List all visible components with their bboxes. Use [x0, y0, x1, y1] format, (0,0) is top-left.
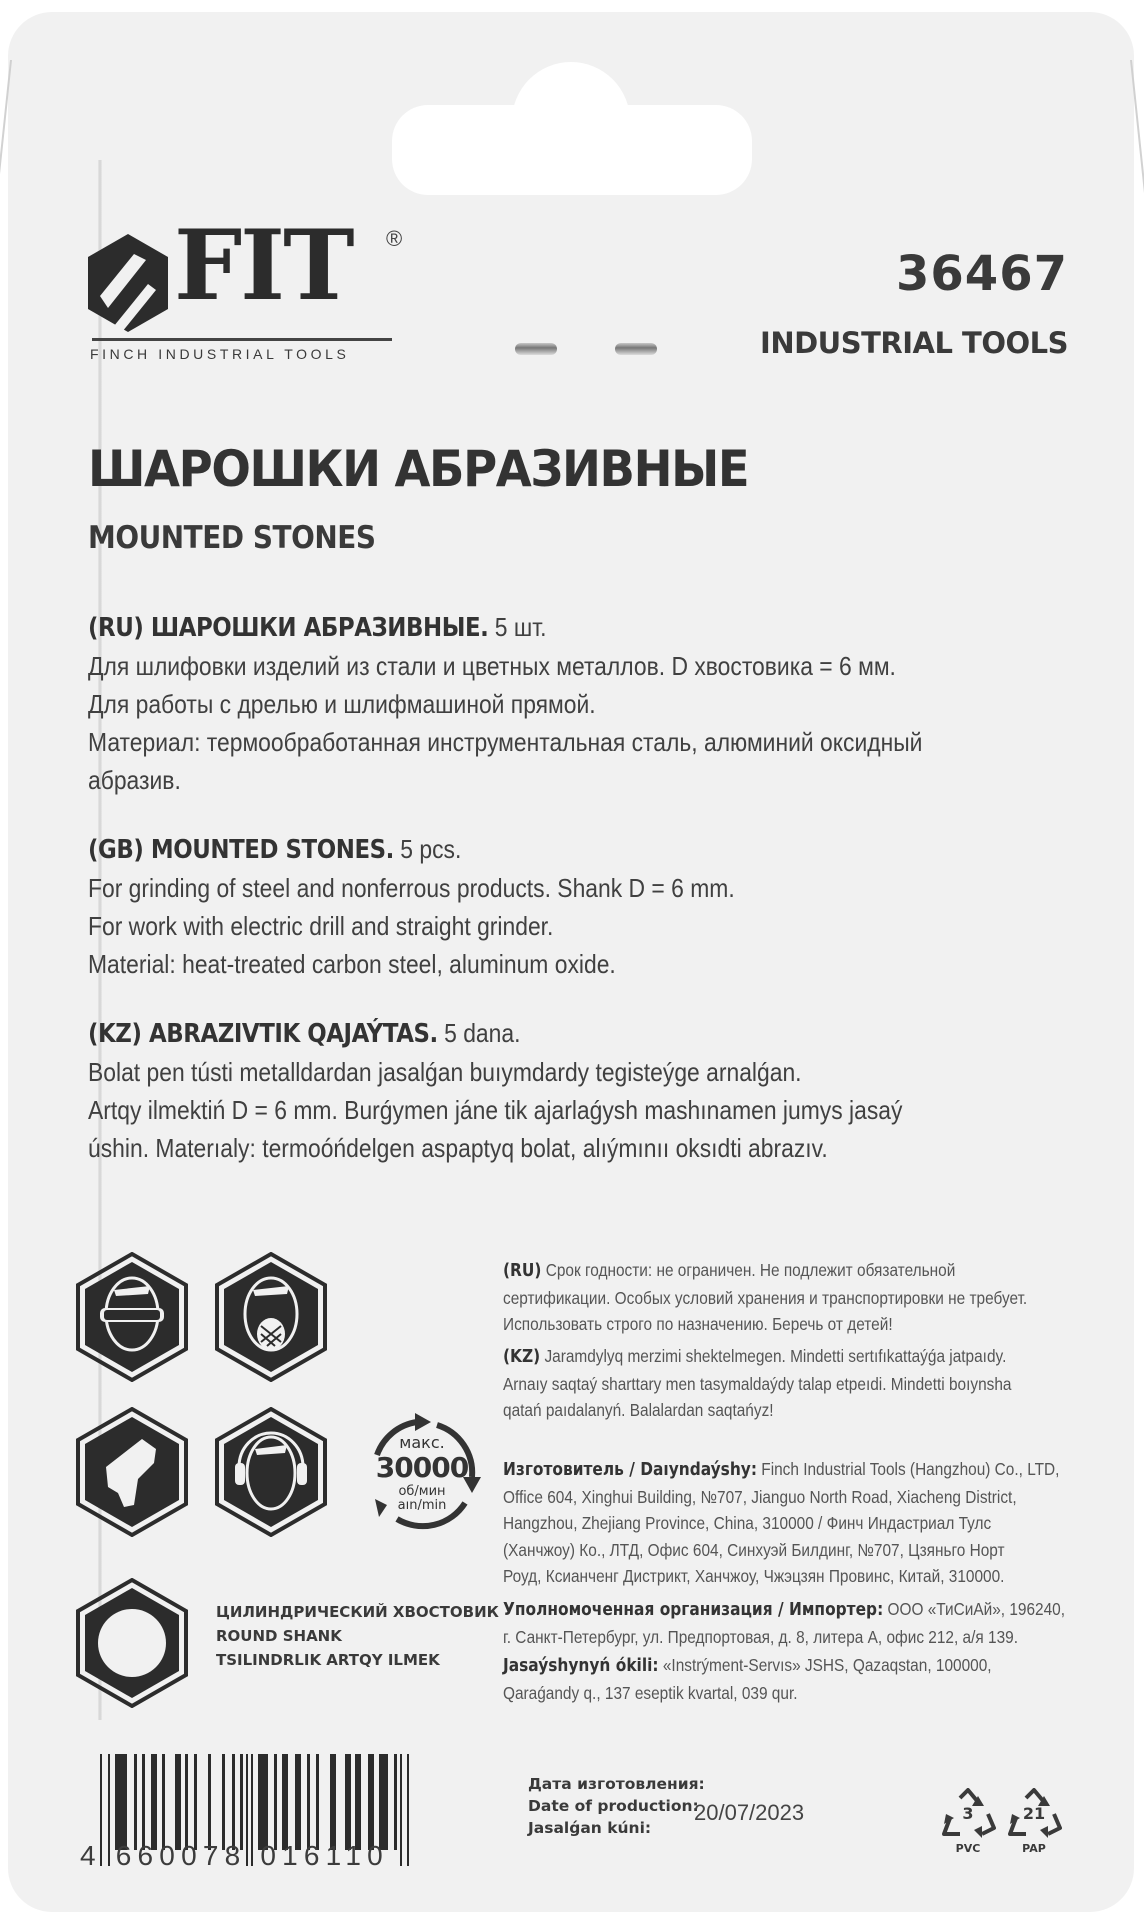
rivet — [515, 343, 557, 355]
shank-label-en: ROUND SHANK — [216, 1627, 342, 1645]
description-line: Материал: термообработанная инструментальная сталь, алюминий оксидный — [88, 727, 923, 757]
description-line: Material: heat-treated carbon steel, aluminum oxide. — [88, 949, 616, 979]
recycling-mark-pap — [1006, 1788, 1062, 1864]
description-line: Для шлифовки изделий из стали и цветных металлов. D хвостовика = 6 мм. — [88, 651, 896, 681]
description-line: For grinding of steel and nonferrous products. Shank D = 6 mm. — [88, 873, 735, 903]
manufacturer-label: Изготовитель / Daıyndaýshy: — [503, 1460, 758, 1480]
recycle-material: PVC — [955, 1842, 981, 1855]
description-kz — [88, 1014, 1068, 1167]
recycling-mark-pvc — [940, 1788, 996, 1864]
gloves-icon — [76, 1407, 188, 1537]
product-title-en: MOUNTED STONES — [88, 520, 376, 556]
rpm-prefix: макс. — [399, 1433, 445, 1452]
description-heading: (KZ) ABRAZIVTIK QAJAÝTAS. — [88, 1019, 438, 1049]
description-heading: (RU) ШАРОШКИ АБРАЗИВНЫЕ. — [88, 613, 489, 643]
description-line: For work with electric drill and straight grinder. — [88, 911, 554, 941]
description-qty: 5 pcs. — [393, 834, 462, 864]
info-representative — [503, 1652, 1083, 1706]
info-line: Использовать строго по назначению. Беречь от детей! — [503, 1314, 893, 1334]
blister-rivets — [515, 343, 665, 359]
info-line: «Instrýment-Servıs» JSHS, Qazaqstan, 100000, — [658, 1655, 992, 1675]
product-title-ru: ШАРОШКИ АБРАЗИВНЫЕ — [88, 440, 749, 498]
info-line: (Ханчжоу) Ко., ЛТД, Офис 604, Синхуэй Билдинг, №707, Цзяньго Норт — [503, 1539, 1005, 1560]
description-line: úshin. Materıaly: termoóńdelgen aspaptyq bolat, alıýmınıı oksıdti abrazıv. — [88, 1133, 828, 1163]
brand-line: INDUSTRIAL TOOLS — [760, 326, 1068, 360]
rpm-value: 30000 — [375, 1451, 469, 1484]
description-qty: 5 шт. — [488, 612, 547, 642]
article-number: 36467 — [896, 246, 1068, 302]
barcode-number: 4 660078 016110 — [80, 1840, 389, 1871]
rpm-unit-kz: aın/min — [397, 1498, 447, 1513]
production-date-labels — [528, 1773, 705, 1839]
description-line: абразив. — [88, 765, 181, 795]
production-date: 20/07/2023 — [694, 1800, 805, 1825]
rivet — [615, 343, 657, 355]
representative-label: Jasaýshynyń ókili: — [503, 1656, 659, 1676]
recycle-material: PAP — [1022, 1842, 1046, 1855]
safety-goggles-icon — [76, 1252, 188, 1382]
info-line: Hangzhou, Zhejiang Province, China, 310000 / Финч Индастриал Тулс — [503, 1513, 992, 1533]
fit-hex-logo-icon — [86, 232, 170, 334]
info-prefix: (KZ) — [503, 1347, 541, 1367]
fit-logo — [86, 209, 416, 362]
ear-protection-icon — [215, 1407, 327, 1537]
info-line: Qaraǵandy q., 137 eseptik kvartal, 039 qur. — [503, 1682, 798, 1703]
logo-wordmark: FIT — [174, 209, 353, 322]
info-importer — [503, 1596, 1083, 1650]
info-line: Arnaıy saqtaý sharttary men tasymaldaýdy talap etpeıdi. Mindetti boıynsha — [503, 1373, 1012, 1394]
round-shank-icon — [76, 1578, 188, 1708]
info-line: Роуд, Ксианченг Дистрикт, Ханчжоу, Чжэцзян Провинс, Китай, 310000. — [503, 1566, 1005, 1586]
info-prefix: (RU) — [503, 1261, 542, 1281]
description-line: Для работы с дрелью и шлифмашиной прямой. — [88, 689, 596, 719]
info-line: Office 604, Xinghui Building, №707, Jianguo North Road, Xiacheng District, — [503, 1486, 1017, 1507]
description-gb — [88, 830, 1068, 983]
info-line: qatań paıdalanyń. Balalardan saqtańyz! — [503, 1400, 774, 1420]
description-line: Artqy ilmektiń D = 6 mm. Burǵymen jáne tik ajarlaǵysh mashınamen jumys jasaý — [88, 1095, 903, 1125]
registered-mark: ® — [386, 226, 403, 251]
recycle-code: 3 — [962, 1804, 974, 1823]
production-label-kz: Jasalǵan kúni: — [528, 1819, 652, 1837]
info-line: сертификации. Особых условий хранения и транспортировки не требует. — [503, 1287, 1028, 1308]
description-line: Bolat pen tústi metalldardan jasalǵan buıymdardy tegisteýge arnalǵan. — [88, 1057, 802, 1087]
description-ru — [88, 608, 1068, 799]
info-line: Срок годности: не ограничен. Не подлежит обязательной — [541, 1260, 956, 1280]
respirator-icon — [215, 1252, 327, 1382]
shank-labels — [216, 1600, 499, 1672]
recycle-code: 21 — [1022, 1804, 1046, 1823]
rpm-unit-ru: об/мин — [398, 1484, 446, 1499]
info-manufacturer — [503, 1456, 1083, 1590]
production-label-ru: Дата изготовления: — [528, 1775, 705, 1793]
logo-subtitle: FINCH INDUSTRIAL TOOLS — [90, 346, 350, 362]
shank-label-ru: ЦИЛИНДРИЧЕСКИЙ ХВОСТОВИК — [216, 1603, 499, 1621]
description-qty: 5 dana. — [437, 1018, 521, 1048]
max-rpm-badge — [357, 1407, 487, 1537]
info-line: ООО «ТиСиАй», 196240, — [883, 1599, 1066, 1619]
production-label-en: Date of production: — [528, 1797, 699, 1815]
logo-rule — [92, 338, 392, 341]
importer-label: Уполномоченная организация / Импортер: — [503, 1600, 884, 1620]
info-kz — [503, 1343, 1083, 1424]
info-line: Jaramdylyq merzimi shektelmegen. Mindetti sertıfıkattaýǵa jatpaıdy. — [540, 1346, 1007, 1366]
description-heading: (GB) MOUNTED STONES. — [88, 835, 394, 865]
info-ru — [503, 1257, 1083, 1338]
info-line: г. Санкт-Петербург, ул. Предпортовая, д. 8, литера А, офис 212, а/я 139. — [503, 1626, 1018, 1647]
shank-label-kz: TSILINDRLIK ARTQY ILMEK — [216, 1651, 440, 1669]
info-line: Finch Industrial Tools (Hangzhou) Co., LTD, — [757, 1459, 1060, 1479]
